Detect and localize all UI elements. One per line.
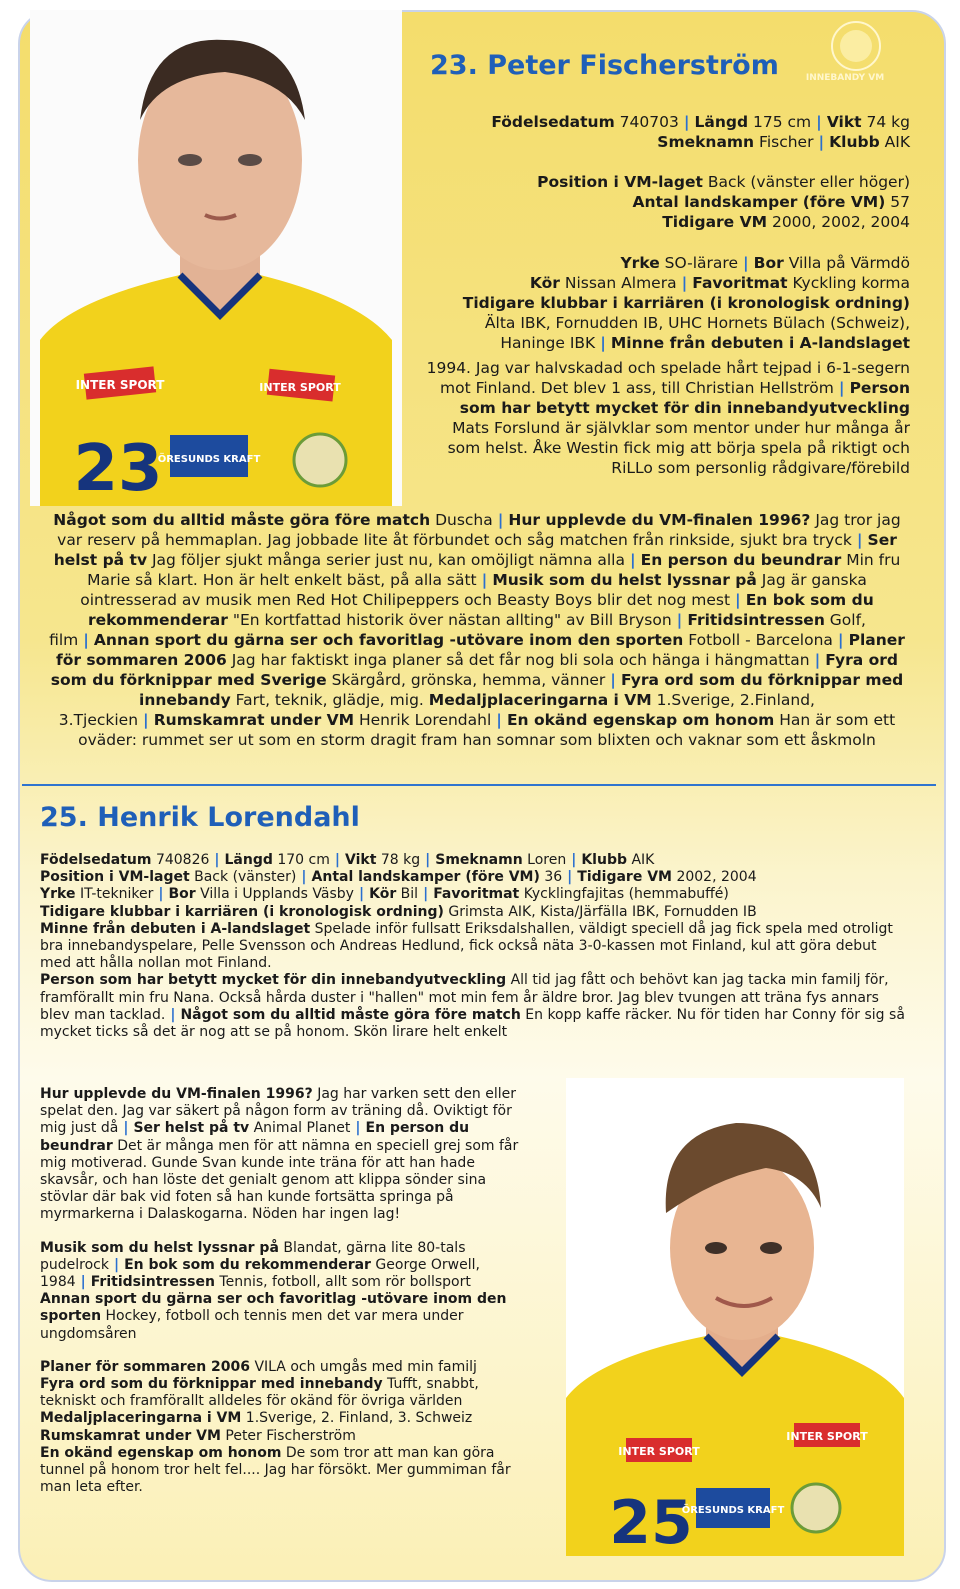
p2-label-bor: Bor — [168, 886, 196, 903]
p2-label-okand: En okänd egenskap om honom — [40, 1444, 282, 1461]
value-tidigare-klubbar-end: Haninge IBK — [500, 334, 596, 352]
p2-value-klubb: AIK — [631, 852, 655, 868]
label-tidigare-vm: Tidigare VM — [662, 213, 768, 231]
value-vm-finalen: Jag tror jag var reserv på hemmaplan. Jag jobbade lite åt förbundet och såg matchen från rinkside, sjukt bra tryck — [57, 511, 901, 549]
label-debut: Minne från debuten i A-landslaget — [610, 334, 910, 352]
label-favoritmat: Favoritmat — [692, 274, 788, 292]
label-smeknamn: Smeknamn — [657, 133, 755, 151]
p2-label-fritid: Fritidsintressen — [90, 1274, 215, 1291]
value-okand: Han är som ett oväder: rummet ser ut som en storm dragit fram han somnar som blixten och vaknar som ett åskmoln — [78, 711, 896, 749]
p2-label-smeknamn: Smeknamn — [435, 852, 523, 868]
p2-label-vikt: Vikt — [345, 852, 377, 868]
p2-label-vm-finalen: Hur upplevde du VM-finalen 1996? — [40, 1086, 313, 1102]
player-title-fischerstrom: 23. Peter Fischerström — [430, 50, 779, 81]
value-beundrar: Min fru Marie så klart. Hon är helt enkelt bäst, på alla sätt — [87, 551, 901, 589]
value-sommar: Jag har faktiskt inga planer så det får nog bli sola och hänga i hängmattan — [231, 651, 810, 669]
jersey2-sponsor-1b: INTER SPORT — [786, 1430, 868, 1443]
p2-value-yrke: IT-tekniker — [79, 886, 154, 903]
p1-paragraph: 1994. Jag var halvskadad och spelade hårt tejpad i 6-1-segern mot Finland. Det blev 1 ass, till Christian Hellström | Person som har betytt mycket för din innebandyutveckling Mats Forslund är självklar som mentor under hur många år som helst. Åke Westin fick mig att börja spela på riktigt och RiLLo som personlig rådgivare/förebild — [426, 359, 910, 477]
value-kor: Nissan Almera — [564, 274, 677, 292]
p2-value-tidigare-vm: 2002, 2004 — [676, 869, 757, 886]
jersey2-number: 25 — [609, 1488, 693, 1556]
label-yrke: Yrke — [620, 254, 660, 272]
p2-label-bok: En bok som du rekommenderar — [124, 1256, 371, 1273]
label-tv: Ser helst på tv — [53, 531, 897, 569]
p1-line-1: Födelsedatum 740703 | Längd 175 cm | Vikt 74 kg — [491, 113, 910, 131]
p2-value-ord-innebandy: Tufft, snabbt, tekniskt och framförallt alldeles för okänd för övriga världen — [40, 1376, 479, 1410]
value-langd: 175 cm — [753, 113, 812, 131]
p2-value-fritid: Tennis, fotboll, allt som rör bollsport — [219, 1274, 471, 1291]
player-photo-lorendahl — [566, 1078, 904, 1556]
label-ord-innebandy: Fyra ord som du förknippar med innebandy — [139, 671, 904, 709]
label-klubb: Klubb — [829, 133, 880, 151]
label-landskamper: Antal landskamper (före VM) — [632, 193, 886, 211]
p2-label-rumskamrat: Rumskamrat under VM — [40, 1427, 221, 1444]
p2-label-tv: Ser helst på tv — [133, 1120, 250, 1137]
label-fritid: Fritidsintressen — [687, 611, 825, 629]
p2-block-3 — [40, 1359, 530, 1497]
value-medalj: 1.Sverige, 2.Finland, 3.Tjeckien — [58, 691, 815, 729]
p2-value-medalj: 1.Sverige, 2. Finland, 3. Schweiz — [245, 1410, 473, 1427]
p1-line-2: Smeknamn Fischer | Klubb AIK — [657, 133, 910, 151]
value-annan-sport: Fotboll - Barcelona — [688, 631, 833, 649]
label-sommar: Planer för sommaren 2006 — [56, 631, 905, 669]
p2-label-fore-match: Något som du alltid måste göra före match — [180, 1006, 521, 1023]
label-ord-sverige: Fyra ord som du förknippar med Sverige — [50, 651, 898, 689]
label-langd: Längd — [694, 113, 749, 131]
label-bor: Bor — [753, 254, 784, 272]
player-title-lorendahl: 25. Henrik Lorendahl — [40, 802, 360, 833]
p2-block-2: Musik som du helst lyssnar på Blandat, gärna lite 80-tals pudelrock | En bok som du rekommenderar George Orwell, 1984 | Fritidsintressen Tennis, fotboll, allt som rör bollsport Annan sport du gärna ser och favoritlag -utövare inom den sporten Hockey, fotboll och tennis men det var mera under ungdomsåren — [40, 1239, 507, 1342]
label-kor: Kör — [529, 274, 560, 292]
value-favoritmat: Kyckling korma — [792, 274, 910, 292]
p1-line-8 — [463, 293, 910, 313]
value-bor: Villa på Värmdö — [788, 254, 910, 272]
p2-value-klubbar: Grimsta AIK, Kista/Järfälla IBK, Fornudden IB — [448, 903, 757, 920]
label-rumskamrat: Rumskamrat under VM — [153, 711, 355, 729]
p2-value-kor: Bil — [400, 886, 419, 903]
p2-value-beundrar: Det är många men för att nämna en speciell grej som får mig motiverad. Gunde Svan kunde inte träna för att han hade skavsår, och han löste det genialt genom att klippa sönder sina stövlar där bak vid foten så han kunde fortsätta springa på myrmarkerna i Dalaskogarna. Nöden har ingen lag! — [40, 1137, 519, 1223]
value-vikt: 74 kg — [866, 113, 910, 131]
jersey-sponsor-2: ÖRESUNDS KRAFT — [157, 454, 261, 465]
p2-label-musik: Musik som du helst lyssnar på — [40, 1239, 279, 1256]
p2-label-ord-innebandy: Fyra ord som du förknippar med innebandy — [40, 1376, 383, 1393]
label-position: Position i VM-laget — [537, 173, 703, 191]
p1-line-4 — [632, 192, 910, 212]
value-tv: Jag följer sjukt många serier just nu, kan omöjligt nämna alla — [151, 551, 625, 569]
p2-value-debut: Spelade inför fullsatt Eriksdalshallen, väldigt speciell då jag fick spela med otroligt bra innebandyspelare, Pelle Svensson och Andreas Hedlund, fick också näta 3-0-kassen mot Finland, kul att göra debut med att hålla nollan mot Finland. — [40, 920, 893, 972]
label-bok: En bok som du rekommenderar — [88, 591, 874, 629]
p2-label-favoritmat: Favoritmat — [433, 886, 520, 903]
label-annan-sport: Annan sport du gärna ser och favoritlag -utövare inom den sporten — [93, 631, 684, 649]
value-landskamper: 57 — [890, 193, 910, 211]
p2-value-bor: Villa i Upplands Väsby — [200, 886, 354, 903]
value-person: Mats Forslund är självklar som mentor under hur många år som helst. Åke Westin fick mig att börja spela på riktigt och RiLLo som personlig rådgivare/förebild — [447, 419, 910, 477]
p2-label-medalj: Medaljplaceringarna i VM — [40, 1410, 242, 1427]
value-bok: "En kortfattad historik över nästan allting" av Bill Bryson — [232, 611, 672, 629]
p2-label-sommar: Planer för sommaren 2006 — [40, 1358, 251, 1375]
p2-value-tv: Animal Planet — [253, 1120, 351, 1137]
p2-value-vikt: 78 kg — [380, 852, 421, 868]
p2-label-debut: Minne från debuten i A-landslaget — [40, 920, 311, 937]
p2-value-rumskamrat: Peter Fischerström — [225, 1427, 356, 1444]
label-vikt: Vikt — [826, 113, 862, 131]
label-person: Person som har betytt mycket för din innebandyutveckling — [459, 379, 910, 417]
p1-line-6: Yrke SO-lärare | Bor Villa på Värmdö — [620, 254, 910, 272]
label-beundrar: En person du beundrar — [640, 551, 842, 569]
p2-value-sommar: VILA och umgås med min familj — [254, 1358, 477, 1375]
p2-value-okand: De som tror att man kan göra tunnel på honom tror helt fel.... Jag har försökt. Mer gummiman får man leta efter. — [40, 1444, 511, 1496]
section-divider — [22, 784, 936, 786]
value-tidigare-klubbar: Älta IBK, Fornudden IB, UHC Hornets Bülach (Schweiz), — [484, 314, 910, 332]
label-musik: Musik som du helst lyssnar på — [492, 571, 757, 589]
p2-block-1: Hur upplevde du VM-finalen 1996? Jag har varken sett den eller spelat den. Jag var säkert på någon form av träning då. Oviktigt för mig just då | Ser helst på tv Animal Planet | En person du beundrar Det är många men för att nämna en speciell grej som får mig motiverad. Gunde Svan kunde inte träna för att han hade skavsår, och han löste det genialt genom att klippa sönder sina stövlar där bak vid foten så han kunde fortsätta springa på myrmarkerna i Dalaskogarna. Nöden har ingen lag! — [40, 1086, 519, 1223]
jersey2-sponsor-1: INTER SPORT — [618, 1445, 700, 1458]
p1-line-7: Kör Nissan Almera | Favoritmat Kyckling korma — [529, 274, 910, 292]
p2-label-landskamper: Antal landskamper (före VM) — [311, 869, 540, 886]
value-ord-sverige: Skärgård, grönska, hemma, vänner — [331, 671, 606, 689]
p2-value-smeknamn: Loren — [527, 852, 567, 868]
value-tidigare-vm: 2000, 2002, 2004 — [771, 213, 910, 231]
value-smeknamn: Fischer — [759, 133, 814, 151]
value-position: Back (vänster eller höger) — [707, 173, 910, 191]
value-debut: 1994. Jag var halvskadad och spelade hårt tejpad i 6-1-segern mot Finland. Det blev 1 ass, till Christian Hellström — [426, 359, 910, 397]
p2-value-fore-match: En kopp kaffe räcker. Nu för tiden har Conny för sig så mycket ticks så det är nog att se på honom. Skön lirare helt enkelt — [40, 1006, 905, 1041]
p2-label-langd: Längd — [224, 852, 273, 868]
p2-value-bok: George Orwell, 1984 — [40, 1256, 480, 1291]
jersey2-sponsor-2: ÖRESUNDS KRAFT — [681, 1505, 785, 1516]
p2-value-annan-sport: Hockey, fotboll och tennis men det var mera under ungdomsåren — [40, 1308, 464, 1342]
p2-value-vm-finalen: Jag har varken sett den eller spelat den. Jag var säkert på någon form av träning då. Oviktigt för mig just då — [40, 1086, 516, 1137]
p1-line-10: Haninge IBK | Minne från debuten i A-landslaget — [500, 334, 910, 352]
label-okand: En okänd egenskap om honom — [506, 711, 775, 729]
p2-value-langd: 170 cm — [277, 852, 330, 868]
p1-line-3 — [537, 172, 910, 192]
logo-text: INNEBANDY VM — [805, 73, 885, 83]
label-tidigare-klubbar: Tidigare klubbar i karriären (i kronologisk ordning) — [462, 294, 910, 312]
p2-label-person: Person som har betytt mycket för din innebandyutveckling — [40, 972, 507, 989]
value-fodelsedatum: 740703 — [619, 113, 679, 131]
label-medalj: Medaljplaceringarna i VM — [428, 691, 652, 709]
p2-label-annan-sport: Annan sport du gärna ser och favoritlag -utövare inom den sporten — [40, 1291, 507, 1325]
value-yrke: SO-lärare — [664, 254, 738, 272]
value-klubb: AIK — [884, 133, 910, 151]
value-fore-match: Duscha — [435, 511, 493, 529]
p2-label-kor: Kör — [369, 886, 397, 903]
p2-label-fodelsedatum: Födelsedatum — [40, 852, 152, 868]
p2-label-position: Position i VM-laget — [40, 869, 190, 886]
value-ord-innebandy: Fart, teknik, glädje, mig. — [235, 691, 424, 709]
p2-value-landskamper: 36 — [544, 869, 563, 886]
label-fodelsedatum: Födelsedatum — [491, 113, 615, 131]
p2-details: Födelsedatum 740826 | Längd 170 cm | Vikt 78 kg | Smeknamn Loren | Klubb AIK Position i VM-laget Back (vänster) | Antal landskamper (före VM) 36 | Tidigare VM 2002, 2004 Yrke IT-tekniker | Bor Villa i Upplands Väsby | Kör Bil | Favoritmat Kycklingfajitas (hemmabuffé) Tidigare klubbar i karriären (i kronologisk ordning) Grimsta AIK, Kista/Järfälla IBK, Fornudden IB Minne från debuten i A-landslaget Spelade inför fullsatt Eriksdalshallen, väldigt speciell då jag fick spela med otroligt bra innebandyspelare, Pelle Svensson och Andreas Hedlund, fick också näta 3-0-kassen mot Finland, kul att göra debut med att hålla nollan mot Finland. Person som har betytt mycket för din innebandyutveckling All tid jag fått och behövt kan jag tacka min familj för, framförallt min fru Nana. Också hårda duster i "hallen" mot min fem år äldre bror. Jag blev tvungen att träna fys annars blev man tacklad. | Något som du alltid måste göra före match En kopp kaffe räcker. Nu för tiden har Conny för sig så mycket ticks så det är nog att se på honom. Skön lirare helt enkelt — [40, 852, 905, 1041]
p2-value-favoritmat: Kycklingfajitas (hemmabuffé) — [523, 886, 729, 903]
innebandy-vm-logo — [796, 18, 894, 88]
p1-line-5 — [662, 212, 910, 232]
value-musik: Jag är ganska ointresserad av musik men Red Hot Chilipeppers och Beasty Boys blir det nog mest — [80, 571, 867, 609]
label-fore-match: Något som du alltid måste göra före match — [53, 511, 431, 529]
value-rumskamrat: Henrik Lorendahl — [358, 711, 492, 729]
p2-value-musik: Blandat, gärna lite 80-tals pudelrock — [40, 1239, 466, 1273]
p2-label-klubbar: Tidigare klubbar i karriären (i kronologisk ordning) — [40, 903, 444, 920]
p1-wide-paragraph: Något som du alltid måste göra före match Duscha | Hur upplevde du VM-finalen 1996? Jag tror jag var reserv på hemmaplan. Jag jobbade lite åt förbundet och såg matchen från rinkside, sjukt bra tryck | Ser helst på tv Jag följer sjukt många serier just nu, kan omöjligt nämna alla | En person du beundrar Min fru Marie så klart. Hon är helt enkelt bäst, på alla sätt | Musik som du helst lyssnar på Jag är ganska ointresserad av musik men Red Hot Chilipeppers och Beasty Boys blir det nog mest | En bok som du rekommenderar "En kortfattad historik över nästan allting" av Bill Bryson | Fritidsintressen Golf, film | Annan sport du gärna ser och favoritlag -utövare inom den sporten Fotboll - Barcelona | Planer för sommaren 2006 Jag har faktiskt inga planer så det får nog bli sola och hänga i hängmattan | Fyra ord som du förknippar med Sverige Skärgård, grönska, hemma, vänner | Fyra ord som du förknippar med innebandy Fart, teknik, glädje, mig. Medaljplaceringarna i VM 1.Sverige, 2.Finland, 3.Tjeckien | Rumskamrat under VM Henrik Lorendahl | En okänd egenskap om honom Han är som ett oväder: rummet ser ut som en storm dragit fram han somnar som blixten och vaknar som ett åskmoln — [49, 511, 905, 749]
p2-label-yrke: Yrke — [40, 886, 76, 903]
jersey-sponsor-1: INTER SPORT — [75, 378, 165, 392]
p2-answers — [40, 1086, 530, 1512]
p2-label-klubb: Klubb — [581, 852, 627, 868]
player-photo-fischerstrom — [30, 10, 402, 506]
p2-value-position: Back (vänster) — [194, 869, 297, 886]
p2-label-beundrar: En person du beundrar — [40, 1120, 470, 1154]
jersey-sponsor-1b: INTER SPORT — [259, 381, 341, 394]
jersey-number: 23 — [73, 432, 163, 506]
label-vm-finalen: Hur upplevde du VM-finalen 1996? — [508, 511, 811, 529]
p2-value-fodelsedatum: 740826 — [155, 852, 210, 868]
p2-label-tidigare-vm: Tidigare VM — [577, 869, 672, 886]
p2-value-person: All tid jag fått och behövt kan jag tacka min familj för, framförallt min fru Nana. Också hårda duster i "hallen" mot min fem år äldre bror. Jag blev tvungen att träna fys annars blev man tacklad. — [40, 972, 889, 1023]
value-fritid: Golf, film — [49, 611, 866, 649]
p1-line-9 — [485, 313, 910, 333]
